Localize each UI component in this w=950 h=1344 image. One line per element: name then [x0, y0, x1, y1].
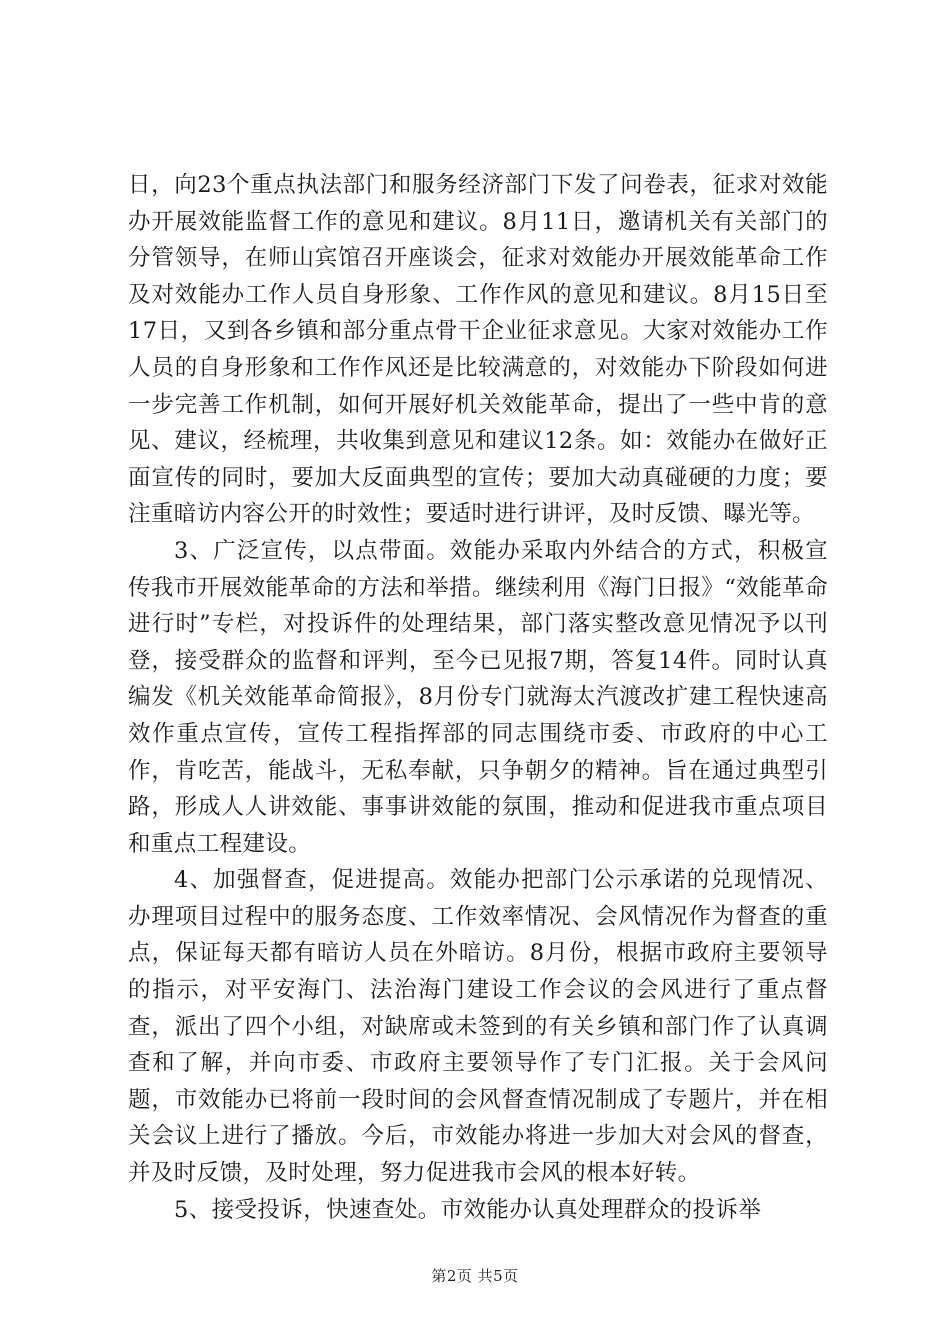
paragraph-item-5-complaints: 5、接受投诉，快速查处。市效能办认真处理群众的投诉举	[174, 1196, 762, 1223]
paragraph-item-3-publicity: 3、广泛宣传，以点带面。效能办采取内外结合的方式，积极宣传我市开展效能革命的方法和举措。继续利用《海门日报》“效能革命进行时”专栏，对投诉件的处理结果，部门落实整改意见情况予以刊登，接受群众的监督和评判，至今已见报7期，答复14件。同时认真编发《机关效能革命简报》，8月份专门就海太汽渡改扩建工程快速高效作重点宣传，宣传工程指挥部的同志围绕市委、市政府的中心工作，肯吃苦，能战斗，无私奉献，只争朝夕的精神。旨在通过典型引路，形成人人讲效能、事事讲效能的氛围，推动和促进我市重点项目和重点工程建设。	[128, 537, 828, 857]
page-number-footer: 第2页 共5页	[431, 1267, 519, 1285]
paragraph-survey-feedback: 日，向23个重点执法部门和服务经济部门下发了问卷表，征求对效能办开展效能监督工作的意见和建议。8月11日，邀请机关有关部门的分管领导，在师山宾馆召开座谈会，征求对效能办开展效能革命工作及对效能办工作人员自身形象、工作作风的意见和建议。8月15日至17日，又到各乡镇和部分重点骨干企业征求意见。大家对效能办工作人员的自身形象和工作作风还是比较满意的，对效能办下阶段如何进一步完善工作机制，如何开展好机关效能革命，提出了一些中肯的意见、建议，经梳理，共收集到意见和建议12条。如：效能办在做好正面宣传的同时，要加大反面典型的宣传；要加大动真碰硬的力度；要注重暗访内容公开的时效性；要适时进行讲评，及时反馈、曝光等。	[128, 172, 828, 528]
paragraph-item-4-supervision: 4、加强督查，促进提高。效能办把部门公示承诺的兑现情况、办理项目过程中的服务态度、工作效率情况、会风情况作为督查的重点，保证每天都有暗访人员在外暗访。8月份，根据市政府主要领导的指示，对平安海门、法治海门建设工作会议的会风进行了重点督查，派出了四个小组，对缺席或未签到的有关乡镇和部门作了认真调查和了解，并向市委、市政府主要领导作了专门汇报。关于会风问题，市效能办已将前一段时间的会风督查情况制成了专题片，并在相关会议上进行了播放。今后，市效能办将进一步加大对会风的督查，并及时反馈，及时处理，努力促进我市会风的根本好转。	[128, 867, 828, 1187]
document-body	[128, 167, 828, 1228]
